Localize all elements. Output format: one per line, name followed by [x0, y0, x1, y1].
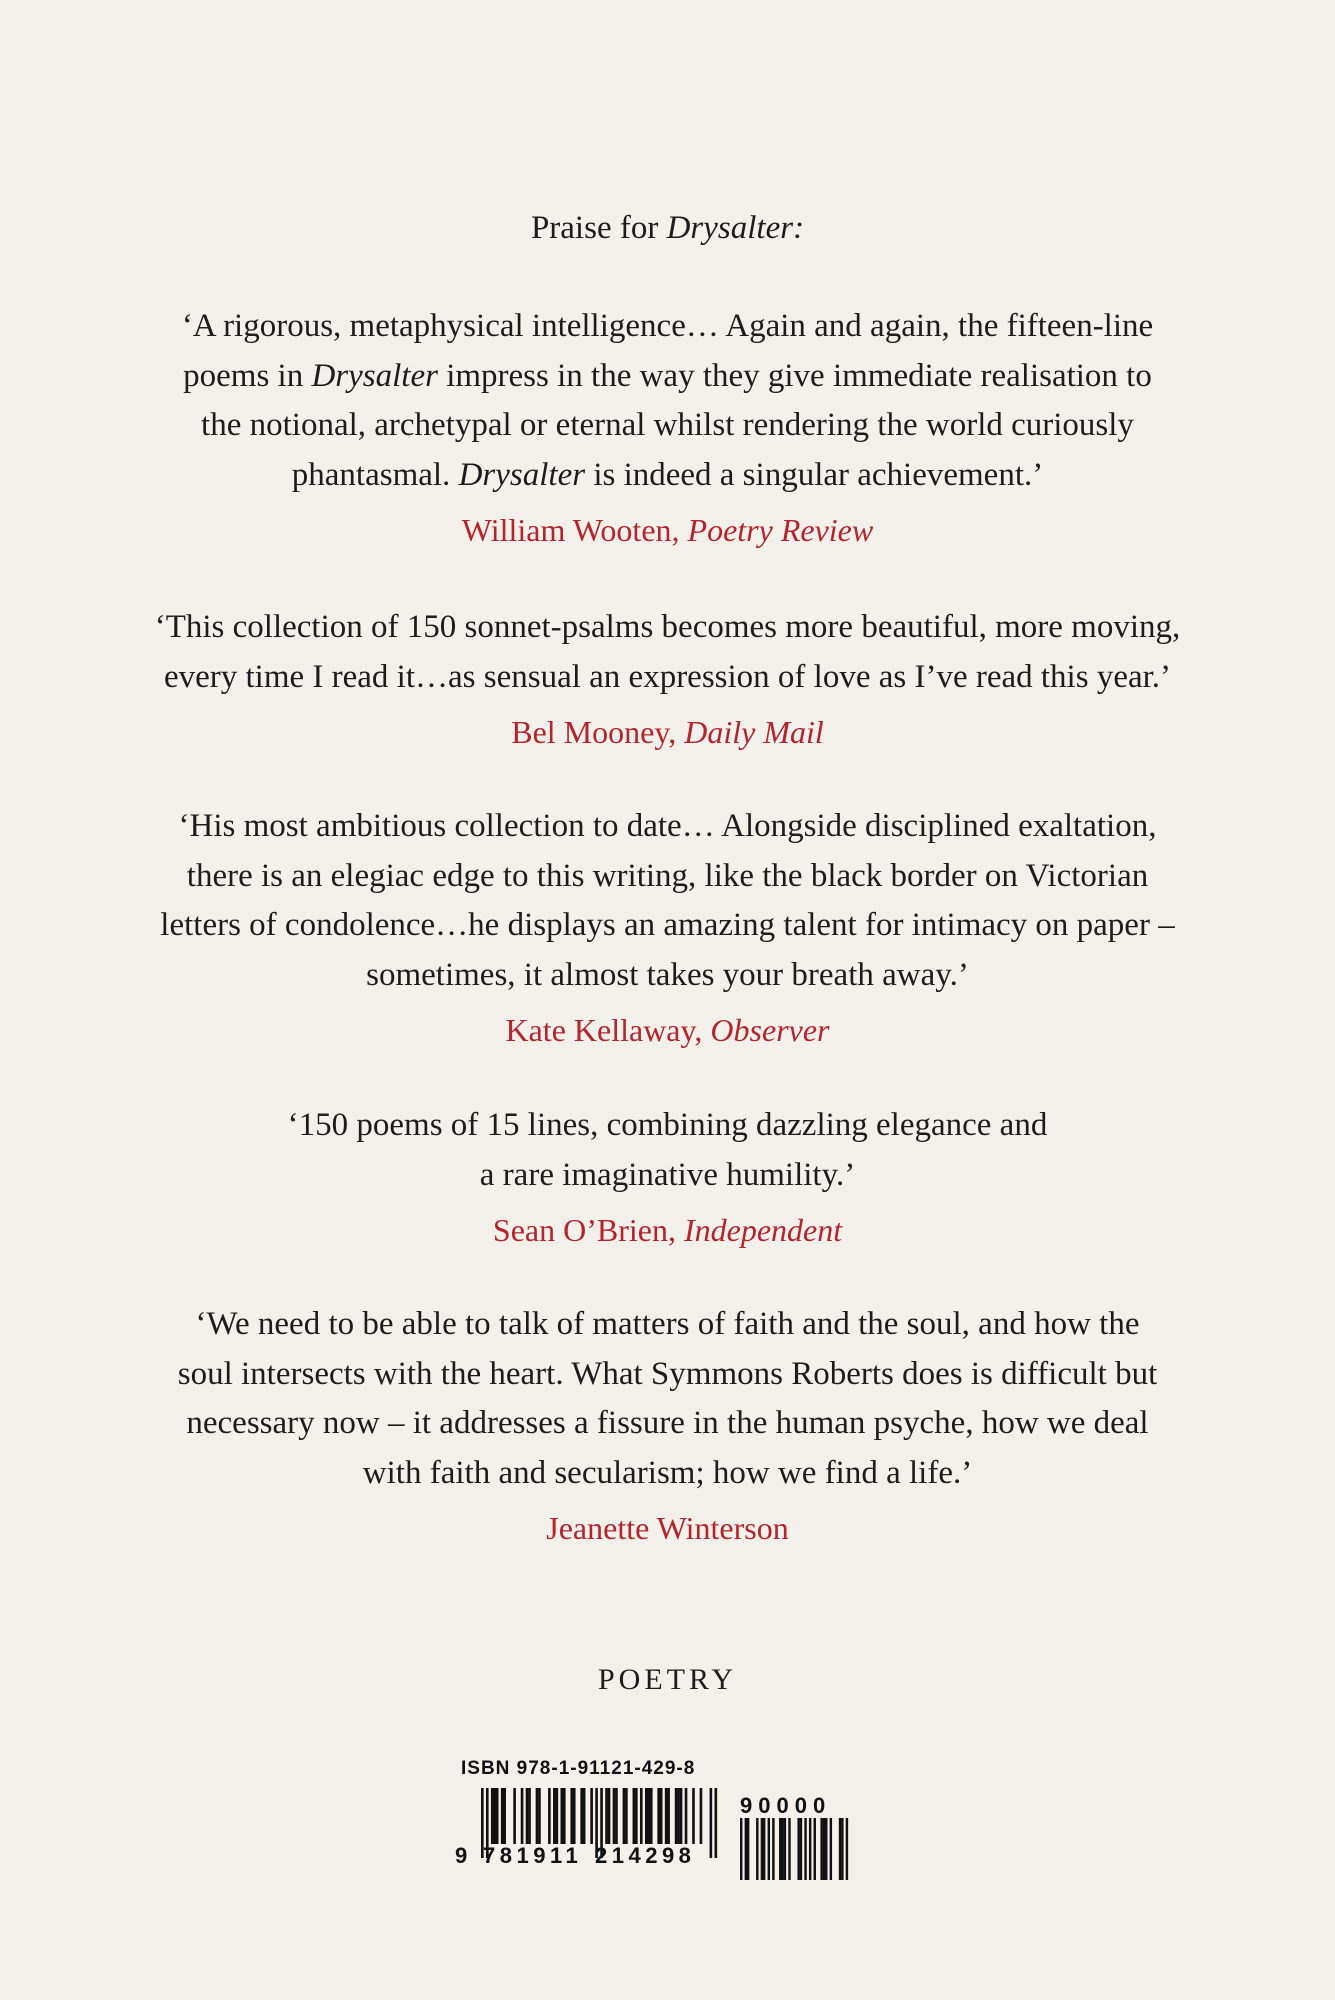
barcode-bar [692, 1788, 695, 1844]
barcode-lead-digit: 9 [455, 1843, 468, 1868]
barcode-bar [553, 1788, 556, 1844]
praise-heading-prefix: Praise for [530, 210, 667, 246]
quote-line [110, 901, 1225, 951]
quote-text: every time I read it…as sensual an expression of love as I’ve read this year.’ [163, 658, 1172, 695]
barcode-bar [536, 1788, 539, 1844]
category-label: POETRY [597, 1663, 738, 1696]
barcode-bar [700, 1788, 703, 1844]
addon-bar [788, 1818, 790, 1880]
barcode-bar [623, 1788, 626, 1844]
quote-text: ‘This collection of 150 sonnet-psalms becomes more beautiful, more moving, [154, 609, 1181, 645]
quote-title-italic: Drysalter [458, 456, 586, 493]
addon-bar [830, 1818, 832, 1880]
quote-text: letters of condolence…he displays an amazing talent for intimacy on paper – [160, 907, 1175, 943]
reviewer-name: Kate Kellaway, [505, 1012, 711, 1048]
addon-bar [772, 1818, 774, 1880]
review-attribution [110, 508, 1225, 552]
reviewer-name: Sean O’Brien, [492, 1212, 684, 1248]
quote-text: impress in the way they give immediate realisation to [437, 357, 1152, 394]
quote-text: sometimes, it almost takes your breath away.’ [366, 956, 969, 993]
barcode-addon-digits: 90000 [740, 1793, 832, 1818]
barcode-bar [491, 1788, 494, 1844]
quote-text: phantasmal. [291, 456, 459, 493]
review-attribution [110, 1008, 1225, 1052]
addon-bar [779, 1818, 781, 1880]
reviewer-name: William Wooten, [461, 512, 688, 548]
quote-line [110, 852, 1225, 902]
addon-bar [809, 1818, 811, 1880]
barcode-bar [635, 1788, 638, 1844]
barcode-bar [715, 1788, 718, 1858]
review-5 [110, 1300, 1225, 1550]
addon-bar [740, 1818, 742, 1880]
addon-bar [804, 1818, 806, 1880]
review-attribution [110, 1506, 1225, 1550]
barcode-bar [548, 1788, 551, 1844]
quote-text: soul intersects with the heart. What Symmons Roberts does is difficult but [177, 1355, 1158, 1392]
quote-text: necessary now – it addresses a fissure in the human psyche, how we deal [186, 1405, 1149, 1441]
quote-line [110, 1151, 1225, 1201]
addon-bar [768, 1818, 770, 1880]
barcode-bar [526, 1788, 529, 1844]
review-4 [110, 1101, 1225, 1252]
review-3 [110, 802, 1225, 1052]
barcode-bar [677, 1788, 680, 1844]
quote-line [110, 1399, 1225, 1449]
addon-bar [841, 1818, 843, 1880]
quote-line [110, 352, 1225, 402]
addon-bar [820, 1818, 822, 1880]
praise-heading [0, 206, 1335, 250]
quote-line [110, 1350, 1225, 1400]
quote-line [110, 1449, 1225, 1499]
barcode-bar [680, 1788, 683, 1844]
addon-bar [825, 1818, 827, 1880]
barcode-bar [605, 1788, 608, 1844]
quote-text: ‘We need to be able to talk of matters of faith and the soul, and how the [195, 1306, 1140, 1342]
barcode-left-group: 781911 [483, 1843, 583, 1868]
addon-bars [738, 1818, 850, 1880]
addon-bar [756, 1818, 758, 1880]
barcode-bar [650, 1788, 653, 1844]
barcode-bar [583, 1788, 586, 1844]
barcode-right-group: 214298 [595, 1843, 696, 1868]
quote-line [110, 1101, 1225, 1151]
quote-text: is indeed a singular achievement.’ [585, 456, 1044, 493]
barcode-bar [560, 1788, 563, 1844]
barcode-bar [496, 1788, 499, 1844]
barcode-bar [667, 1788, 670, 1844]
quote-line [110, 451, 1225, 501]
barcode-bar [556, 1788, 559, 1844]
addon-bar [797, 1818, 799, 1880]
reviewer-name: Jeanette Winterson [546, 1510, 789, 1546]
addon-bar [823, 1818, 825, 1880]
publication-name: Daily Mail [684, 714, 824, 750]
quote-text: with faith and secularism; how we find a life.’ [362, 1454, 973, 1491]
barcode-bar [503, 1788, 506, 1844]
publication-name: Independent [683, 1212, 843, 1248]
addon-bar [761, 1818, 763, 1880]
review-attribution [110, 1208, 1225, 1252]
addon-bar [784, 1818, 786, 1880]
quote-line [110, 401, 1225, 451]
barcode-bar [710, 1788, 713, 1858]
barcode-bar [563, 1788, 566, 1844]
addon-bar [839, 1818, 841, 1880]
publication-name: Poetry Review [687, 512, 874, 548]
quote-line [110, 653, 1225, 703]
addon-bar [814, 1818, 816, 1880]
barcode-bar [625, 1788, 628, 1844]
review-2 [110, 603, 1225, 754]
barcode-bar [665, 1788, 668, 1844]
quote-line [110, 1300, 1225, 1350]
quote-text: there is an elegiac edge to this writing, like the black border on Victorian [186, 857, 1149, 894]
quote-text: ‘150 poems of 15 lines, combining dazzling elegance and [287, 1107, 1048, 1143]
praise-heading-title: Drysalter: [666, 210, 805, 246]
barcode-bar [660, 1788, 663, 1844]
quote-line [110, 302, 1225, 352]
review-attribution [110, 710, 1225, 754]
barcode-bar [615, 1788, 618, 1844]
barcode-bar [685, 1788, 688, 1844]
quote-text: a rare imaginative humility.’ [479, 1156, 856, 1193]
barcode-bar [521, 1788, 524, 1844]
barcode-bar [590, 1788, 593, 1844]
barcode-bar [501, 1788, 504, 1844]
barcode-bar [538, 1788, 541, 1844]
barcode-bar [570, 1788, 573, 1844]
addon-bar [763, 1818, 765, 1880]
barcode-bar [613, 1788, 616, 1844]
barcode-bar [640, 1788, 643, 1844]
quote-title-italic: Drysalter [311, 357, 438, 394]
addon-bar [800, 1818, 802, 1880]
barcode-bar [608, 1788, 611, 1844]
barcode-bar [647, 1788, 650, 1844]
addon-bar [745, 1818, 747, 1880]
quote-line [110, 802, 1225, 852]
isbn-barcode [455, 1758, 855, 1888]
quote-text: ‘A rigorous, metaphysical intelligence… Again and again, the fifteen-line [181, 308, 1154, 344]
addon-bar [781, 1818, 783, 1880]
reviewer-name: Bel Mooney, [511, 714, 685, 750]
barcode-bar [633, 1788, 636, 1844]
quote-line [110, 951, 1225, 1001]
addon-bar [747, 1818, 749, 1880]
barcode-bar [513, 1788, 516, 1844]
barcode-bar [580, 1788, 583, 1844]
barcode-bar [573, 1788, 576, 1844]
publication-name: Observer [710, 1012, 830, 1048]
quote-text: poems in [183, 357, 312, 394]
quote-text: ‘His most ambitious collection to date… Alongside disciplined exaltation, [178, 808, 1157, 844]
barcode-bar [493, 1788, 496, 1844]
barcode-bar [675, 1788, 678, 1844]
isbn-label: ISBN 978-1-91121-429-8 [461, 1758, 696, 1779]
quote-line [110, 603, 1225, 653]
quote-text: the notional, archetypal or eternal whilst rendering the world curiously [201, 407, 1134, 443]
review-1 [110, 302, 1225, 552]
addon-bar [846, 1818, 848, 1880]
barcode-bar [657, 1788, 660, 1844]
barcode-bar [645, 1788, 648, 1844]
barcode-bar [528, 1788, 531, 1844]
